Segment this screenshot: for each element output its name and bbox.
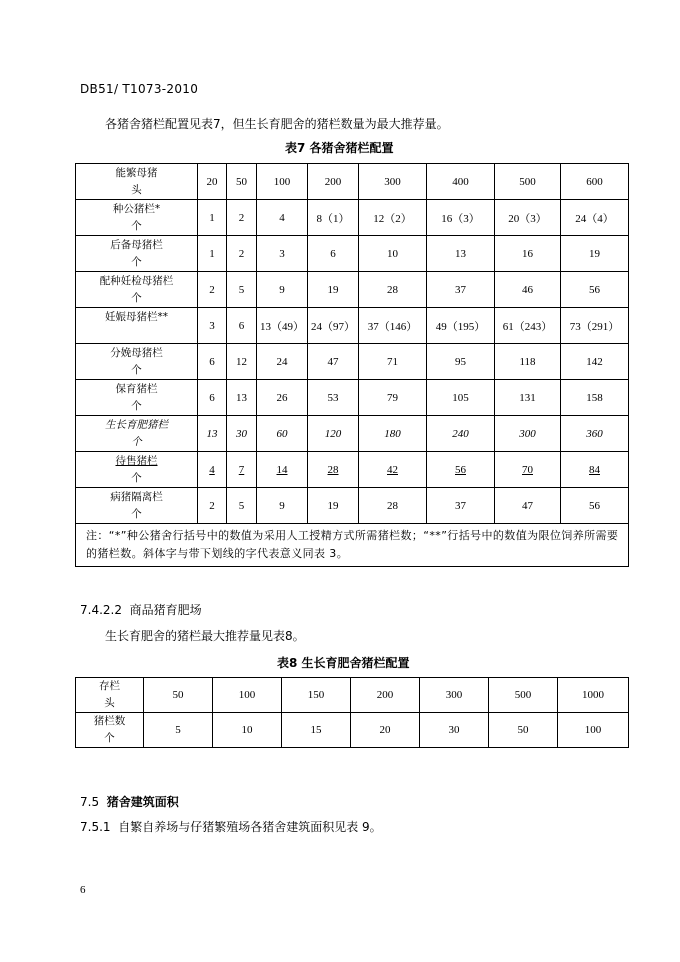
row-label-text: 配种妊检母猪栏 xyxy=(99,274,174,287)
row-unit-text: 个 xyxy=(104,732,115,744)
table-cell: 2 xyxy=(227,236,257,272)
row-label-text: 生长育肥猪栏 xyxy=(105,418,168,431)
table-cell: 15 xyxy=(282,713,351,748)
table-row xyxy=(76,713,629,748)
table-cell: 24（4） xyxy=(561,200,629,236)
table-cell: 12（2） xyxy=(359,200,427,236)
row-label-text: 分娩母猪栏 xyxy=(110,346,163,359)
table-cell: 1 xyxy=(198,236,227,272)
row-label xyxy=(76,344,198,380)
table-cell: 6 xyxy=(198,344,227,380)
row-label-text: 妊娠母猪栏** xyxy=(105,310,168,323)
table8-caption: 表8 生长育肥舍猪栏配置 xyxy=(277,656,410,670)
table7 xyxy=(75,163,629,567)
row-label xyxy=(76,488,198,524)
row-unit-text: 个 xyxy=(131,399,142,412)
row-label xyxy=(76,308,198,344)
table-header-row xyxy=(76,678,629,713)
table-cell: 158 xyxy=(561,380,629,416)
table-cell: 79 xyxy=(359,380,427,416)
table-cell: 3 xyxy=(198,308,227,344)
table-cell: 13 xyxy=(227,380,257,416)
page-number: 6 xyxy=(80,884,86,896)
table-cell: 300 xyxy=(359,164,427,200)
table-cell: 6 xyxy=(227,308,257,344)
row-label-text: 病猪隔离栏 xyxy=(110,490,163,503)
table-cell: 84 xyxy=(561,452,629,488)
table-cell: 61（243） xyxy=(495,308,561,344)
table-cell: 37（146） xyxy=(359,308,427,344)
section-number: 7.5 xyxy=(80,795,100,809)
table-cell: 56 xyxy=(561,488,629,524)
table-row xyxy=(76,452,629,488)
table-cell: 2 xyxy=(198,272,227,308)
table-cell: 1 xyxy=(198,200,227,236)
table-cell: 9 xyxy=(257,488,308,524)
table-cell: 28 xyxy=(359,488,427,524)
row-label xyxy=(76,200,198,236)
row-label-text: 保育猪栏 xyxy=(115,382,158,395)
row-label xyxy=(76,452,198,488)
row-unit-text: 个 xyxy=(131,507,142,520)
table-cell: 28 xyxy=(359,272,427,308)
table-cell: 118 xyxy=(495,344,561,380)
section-7422-heading xyxy=(80,601,202,618)
table-row xyxy=(76,380,629,416)
table-cell: 14 xyxy=(257,452,308,488)
table-cell: 500 xyxy=(489,678,558,713)
table-cell: 50 xyxy=(227,164,257,200)
table-cell: 19 xyxy=(308,488,359,524)
table-cell: 16 xyxy=(495,236,561,272)
table-cell: 10 xyxy=(359,236,427,272)
table-cell: 360 xyxy=(561,416,629,452)
table-cell: 24 xyxy=(257,344,308,380)
row-label xyxy=(76,164,198,200)
table-cell: 5 xyxy=(144,713,213,748)
table-row xyxy=(76,308,629,344)
intro-paragraph: 各猪舍猪栏配置见表7，但生长育肥舍的猪栏数量为最大推荐量。 xyxy=(105,117,449,131)
row-label-text: 猪栏数 xyxy=(93,715,126,727)
table-cell: 4 xyxy=(257,200,308,236)
table-cell: 100 xyxy=(213,678,282,713)
table-cell: 37 xyxy=(427,272,495,308)
row-label xyxy=(76,272,198,308)
row-unit-text: 个 xyxy=(131,291,142,304)
table-cell: 120 xyxy=(308,416,359,452)
table-cell: 300 xyxy=(420,678,489,713)
table-cell: 16（3） xyxy=(427,200,495,236)
section-title: 猪舍建筑面积 xyxy=(106,795,179,809)
row-label-text: 后备母猪栏 xyxy=(110,238,163,251)
table-cell: 10 xyxy=(213,713,282,748)
table-cell: 24（97） xyxy=(308,308,359,344)
table-cell: 70 xyxy=(495,452,561,488)
table7-caption: 表7 各猪舍猪栏配置 xyxy=(285,141,394,155)
table-cell: 5 xyxy=(227,272,257,308)
table-cell: 46 xyxy=(495,272,561,308)
row-unit-text: 个 xyxy=(131,471,142,484)
table-cell: 53 xyxy=(308,380,359,416)
row-label-text: 能繁母猪 xyxy=(115,166,158,179)
row-label xyxy=(76,416,198,452)
table7-note: 注：“*”种公猪舍行括号中的数值为采用人工授精方式所需猪栏数；“**”行括号中的数值为限位饲养所需要的猪栏数。斜体字与带下划线的字代表意义同表 3。 xyxy=(76,524,629,567)
table-cell: 600 xyxy=(561,164,629,200)
table-cell: 240 xyxy=(427,416,495,452)
table-row xyxy=(76,416,629,452)
table-cell: 19 xyxy=(561,236,629,272)
table-cell: 150 xyxy=(282,678,351,713)
table-note-row xyxy=(76,524,629,567)
table-cell: 142 xyxy=(561,344,629,380)
table-cell: 13 xyxy=(427,236,495,272)
table-cell: 2 xyxy=(198,488,227,524)
row-label-text: 存栏 xyxy=(99,680,120,692)
table-cell: 20 xyxy=(198,164,227,200)
table-cell: 100 xyxy=(558,713,629,748)
row-label xyxy=(76,380,198,416)
row-unit-text: 头 xyxy=(131,183,142,196)
row-unit-text: 个 xyxy=(131,363,142,376)
table-cell: 1000 xyxy=(558,678,629,713)
table-cell: 2 xyxy=(227,200,257,236)
row-unit-text xyxy=(76,326,197,343)
section-title: 商品猪育肥场 xyxy=(129,603,202,617)
table-cell: 100 xyxy=(257,164,308,200)
table-cell: 37 xyxy=(427,488,495,524)
table-cell: 20 xyxy=(351,713,420,748)
table-cell: 8（1） xyxy=(308,200,359,236)
table8 xyxy=(75,677,629,748)
section-number: 7.4.2.2 xyxy=(80,603,122,617)
table-cell: 6 xyxy=(308,236,359,272)
table-cell: 49（195） xyxy=(427,308,495,344)
section-751-paragraph xyxy=(80,818,382,835)
row-unit-text: 头 xyxy=(104,697,115,709)
table-cell: 300 xyxy=(495,416,561,452)
table-cell: 3 xyxy=(257,236,308,272)
table-cell: 30 xyxy=(420,713,489,748)
table-cell: 7 xyxy=(227,452,257,488)
row-label xyxy=(76,713,144,748)
table-cell: 95 xyxy=(427,344,495,380)
table-cell: 56 xyxy=(561,272,629,308)
table-cell: 180 xyxy=(359,416,427,452)
section-75-heading xyxy=(80,793,179,810)
table-row xyxy=(76,488,629,524)
table-cell: 105 xyxy=(427,380,495,416)
table-cell: 50 xyxy=(489,713,558,748)
row-label-text: 待售猪栏 xyxy=(115,454,158,467)
table-cell: 28 xyxy=(308,452,359,488)
table-cell: 400 xyxy=(427,164,495,200)
table-cell: 6 xyxy=(198,380,227,416)
table-cell: 26 xyxy=(257,380,308,416)
table-cell: 200 xyxy=(308,164,359,200)
table-cell: 47 xyxy=(495,488,561,524)
table-cell: 71 xyxy=(359,344,427,380)
table-cell: 56 xyxy=(427,452,495,488)
standard-code: DB51/ T1073-2010 xyxy=(80,82,199,96)
table-row xyxy=(76,272,629,308)
table-header-row xyxy=(76,164,629,200)
table-cell: 42 xyxy=(359,452,427,488)
table-row xyxy=(76,200,629,236)
row-label xyxy=(76,678,144,713)
table-cell: 9 xyxy=(257,272,308,308)
table-cell: 73（291） xyxy=(561,308,629,344)
table-cell: 12 xyxy=(227,344,257,380)
table-cell: 131 xyxy=(495,380,561,416)
table-cell: 60 xyxy=(257,416,308,452)
table-cell: 20（3） xyxy=(495,200,561,236)
row-label xyxy=(76,236,198,272)
row-label-text: 种公猪栏* xyxy=(112,202,161,215)
section-7422-paragraph: 生长育肥舍的猪栏最大推荐量见表8。 xyxy=(105,629,305,643)
row-unit-text: 个 xyxy=(131,435,142,448)
table-cell: 200 xyxy=(351,678,420,713)
section-number: 7.5.1 xyxy=(80,820,111,834)
table-cell: 30 xyxy=(227,416,257,452)
table-cell: 19 xyxy=(308,272,359,308)
section-text: 自繁自养场与仔猪繁殖场各猪舍建筑面积见表 9。 xyxy=(118,820,382,834)
row-unit-text: 个 xyxy=(131,255,142,268)
table-row xyxy=(76,236,629,272)
table-cell: 50 xyxy=(144,678,213,713)
table-cell: 4 xyxy=(198,452,227,488)
table-cell: 47 xyxy=(308,344,359,380)
table-cell: 13（49） xyxy=(257,308,308,344)
table-cell: 5 xyxy=(227,488,257,524)
table-cell: 500 xyxy=(495,164,561,200)
table-cell: 13 xyxy=(198,416,227,452)
row-unit-text: 个 xyxy=(131,219,142,232)
table-row xyxy=(76,344,629,380)
